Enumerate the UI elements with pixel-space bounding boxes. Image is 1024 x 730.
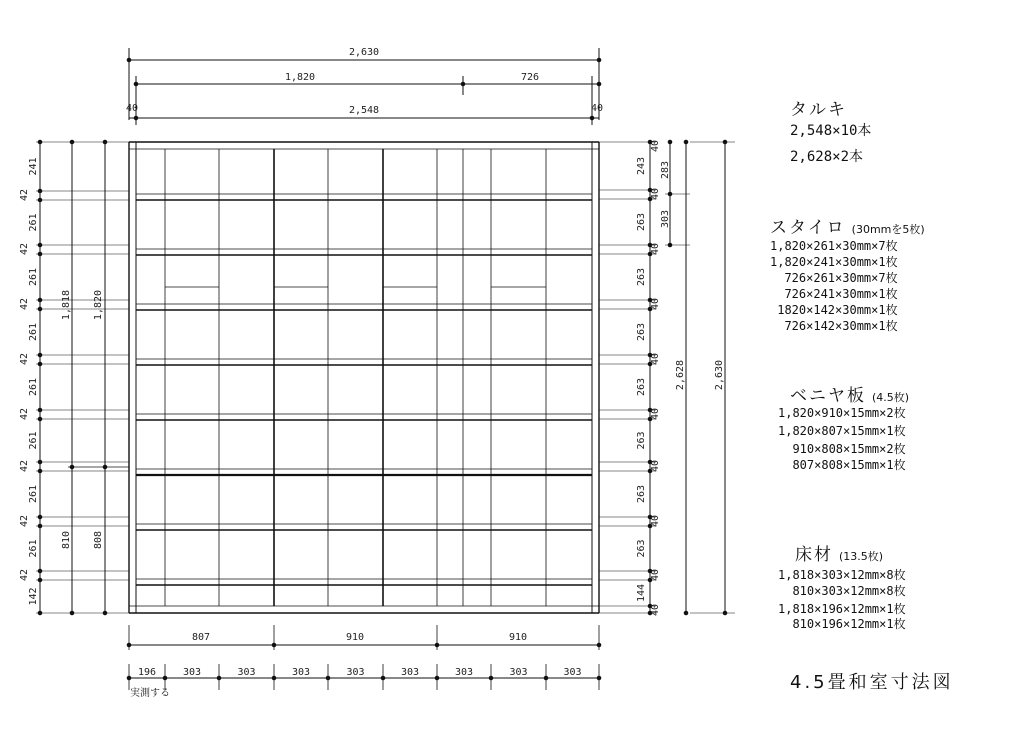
flooring-heading-text: 床材 <box>795 545 833 565</box>
right-gap-label: 40 <box>650 568 661 582</box>
dim-right-part-label: 726 <box>520 72 540 83</box>
right-seg-label: 144 <box>636 583 647 603</box>
dimension-dot <box>668 140 672 144</box>
bottom-row-label: 303 <box>563 667 582 678</box>
plywood-heading-text: ベニヤ板 <box>790 386 866 406</box>
dimension-dot <box>684 140 688 144</box>
dimension-dot <box>38 524 42 528</box>
bottom-row-label: 303 <box>400 667 420 678</box>
right-seg-label: 263 <box>636 431 647 450</box>
right-long-a: 2,628 <box>675 359 686 391</box>
dimension-dot <box>38 353 42 357</box>
styro-line: 726×142×30mm×1枚 <box>770 319 898 333</box>
left-seg-label: 261 <box>28 431 39 450</box>
right-gap-label: 40 <box>650 603 661 617</box>
dimension-dot <box>38 611 42 615</box>
bottom-dim-label: 910 <box>508 632 528 643</box>
flooring-line: 1,818×196×12mm×1枚 <box>778 602 906 616</box>
left-seg-label: 142 <box>28 587 39 606</box>
dimension-dot <box>217 676 221 680</box>
dimension-dot <box>127 676 131 680</box>
dimension-dot <box>544 676 548 680</box>
left-long-a: 1,818 <box>61 289 72 321</box>
plywood-line: 910×808×15mm×2枚 <box>778 442 906 456</box>
dim-edge-left-label: 40 <box>125 103 139 114</box>
dimension-dot <box>103 140 107 144</box>
right-gap-label: 40 <box>650 459 661 473</box>
bottom-row-label: 303 <box>509 667 528 678</box>
right-gap-label: 40 <box>650 352 661 366</box>
left-gap-label: 42 <box>19 568 30 582</box>
dimension-dot <box>272 676 276 680</box>
flooring-line: 1,818×303×12mm×8枚 <box>778 568 906 582</box>
left-seg-label: 241 <box>28 157 39 176</box>
dimension-dot <box>103 611 107 615</box>
bottom-row-label: 303 <box>237 667 256 678</box>
dimension-dot <box>38 243 42 247</box>
dimension-dot <box>38 140 42 144</box>
right-seg-label: 243 <box>636 156 647 176</box>
styro-line: 726×241×30mm×1枚 <box>770 287 898 301</box>
plywood-line: 1,820×910×15mm×2枚 <box>778 406 906 420</box>
left-long-b: 1,820 <box>93 289 104 321</box>
right-seg-label: 263 <box>636 212 647 232</box>
right-seg-label: 263 <box>636 539 647 558</box>
bottom-row-label: 303 <box>346 667 365 678</box>
left-gap-label: 42 <box>19 297 30 311</box>
bottom-dim-label: 910 <box>345 632 365 643</box>
dimension-dot <box>70 611 74 615</box>
dimension-dot <box>435 676 439 680</box>
styro-heading-text: スタイロ <box>770 218 846 238</box>
dimension-dot <box>684 611 688 615</box>
left-gap-label: 42 <box>19 459 30 473</box>
bottom-row-label: 303 <box>182 667 202 678</box>
dimension-dot <box>590 116 594 120</box>
dimension-dot <box>134 116 138 120</box>
left-gap-label: 42 <box>19 514 30 528</box>
flooring-heading <box>795 540 883 565</box>
right-seg-label: 263 <box>636 377 647 397</box>
left-seg-label: 261 <box>28 539 39 558</box>
plywood-heading <box>790 381 909 406</box>
styro-line: 726×261×30mm×7枚 <box>770 271 898 285</box>
taruki-line: 2,628×2本 <box>790 149 864 165</box>
dimension-dot <box>70 140 74 144</box>
dim-edge-right-label: 40 <box>590 103 604 114</box>
taruki-line: 2,548×10本 <box>790 123 872 139</box>
styro-line: 1,820×241×30mm×1枚 <box>770 255 898 269</box>
dimension-dot <box>38 469 42 473</box>
dimension-dot <box>38 189 42 193</box>
dimension-dot <box>38 515 42 519</box>
styro-line: 1,820×261×30mm×7枚 <box>770 239 898 253</box>
left-gap-label: 42 <box>19 352 30 366</box>
measured-note: 実測する <box>130 688 170 699</box>
flooring-sub: (13.5枚) <box>839 550 884 563</box>
bottom-dim-label: 807 <box>191 632 211 643</box>
notes-panel <box>760 0 1020 730</box>
dimension-dot <box>38 298 42 302</box>
left-gap-label: 42 <box>19 188 30 202</box>
dimension-dot <box>38 569 42 573</box>
flooring-line: 810×196×12mm×1枚 <box>778 617 906 631</box>
dimension-dot <box>38 578 42 582</box>
plywood-sub: (4.5枚) <box>872 391 910 404</box>
dim-overall-label: 2,630 <box>348 47 380 58</box>
right-extra-a: 283 <box>660 160 671 180</box>
left-gap-label: 42 <box>19 242 30 256</box>
right-seg-label: 263 <box>636 322 647 342</box>
right-seg-label: 263 <box>636 267 647 287</box>
dimension-dot <box>38 460 42 464</box>
right-gap-label: 40 <box>650 407 661 421</box>
plywood-line: 807×808×15mm×1枚 <box>778 458 906 472</box>
left-seg-label: 261 <box>28 213 39 232</box>
dimension-dot <box>38 408 42 412</box>
left-long-c: 810 <box>61 530 72 550</box>
left-seg-label: 261 <box>28 484 39 504</box>
right-gap-label: 40 <box>650 242 661 256</box>
bottom-row-label: 303 <box>291 667 311 678</box>
dimension-dot <box>163 676 167 680</box>
styro-line: 1820×142×30mm×1枚 <box>770 303 898 317</box>
right-seg-label: 263 <box>636 484 647 504</box>
drawing-title: 4.5畳和室寸法図 <box>790 672 954 693</box>
dimension-dot <box>326 676 330 680</box>
dimension-dot <box>381 676 385 680</box>
right-gap-label: 40 <box>650 187 661 201</box>
right-long-b: 2,630 <box>714 359 725 391</box>
flooring-line: 810×303×12mm×8枚 <box>778 584 906 598</box>
right-gap-label: 40 <box>650 514 661 528</box>
styro-heading <box>770 213 925 238</box>
plywood-line: 1,820×807×15mm×1枚 <box>778 424 906 438</box>
dimension-dot <box>597 676 601 680</box>
bottom-row-label: 196 <box>137 667 157 678</box>
dimension-dot <box>489 676 493 680</box>
right-gap-label: 40 <box>650 297 661 311</box>
right-gap-label: 40 <box>650 139 661 153</box>
dimension-dot <box>38 362 42 366</box>
dim-inner-label: 2,548 <box>348 105 380 116</box>
left-seg-label: 261 <box>28 322 39 342</box>
left-long-d: 808 <box>93 530 104 550</box>
dimension-dot <box>38 198 42 202</box>
left-seg-label: 261 <box>28 267 39 287</box>
left-gap-label: 42 <box>19 407 30 421</box>
dimension-dot <box>38 252 42 256</box>
dimension-dot <box>597 82 601 86</box>
styro-sub: (30mmを5枚) <box>851 223 925 236</box>
dim-left-part-label: 1,820 <box>284 72 316 83</box>
bottom-row-label: 303 <box>454 667 474 678</box>
right-extra-b: 303 <box>660 209 671 229</box>
left-seg-label: 261 <box>28 377 39 397</box>
dimension-dot <box>38 417 42 421</box>
dimension-dot <box>38 307 42 311</box>
taruki-heading: タルキ <box>790 100 847 120</box>
